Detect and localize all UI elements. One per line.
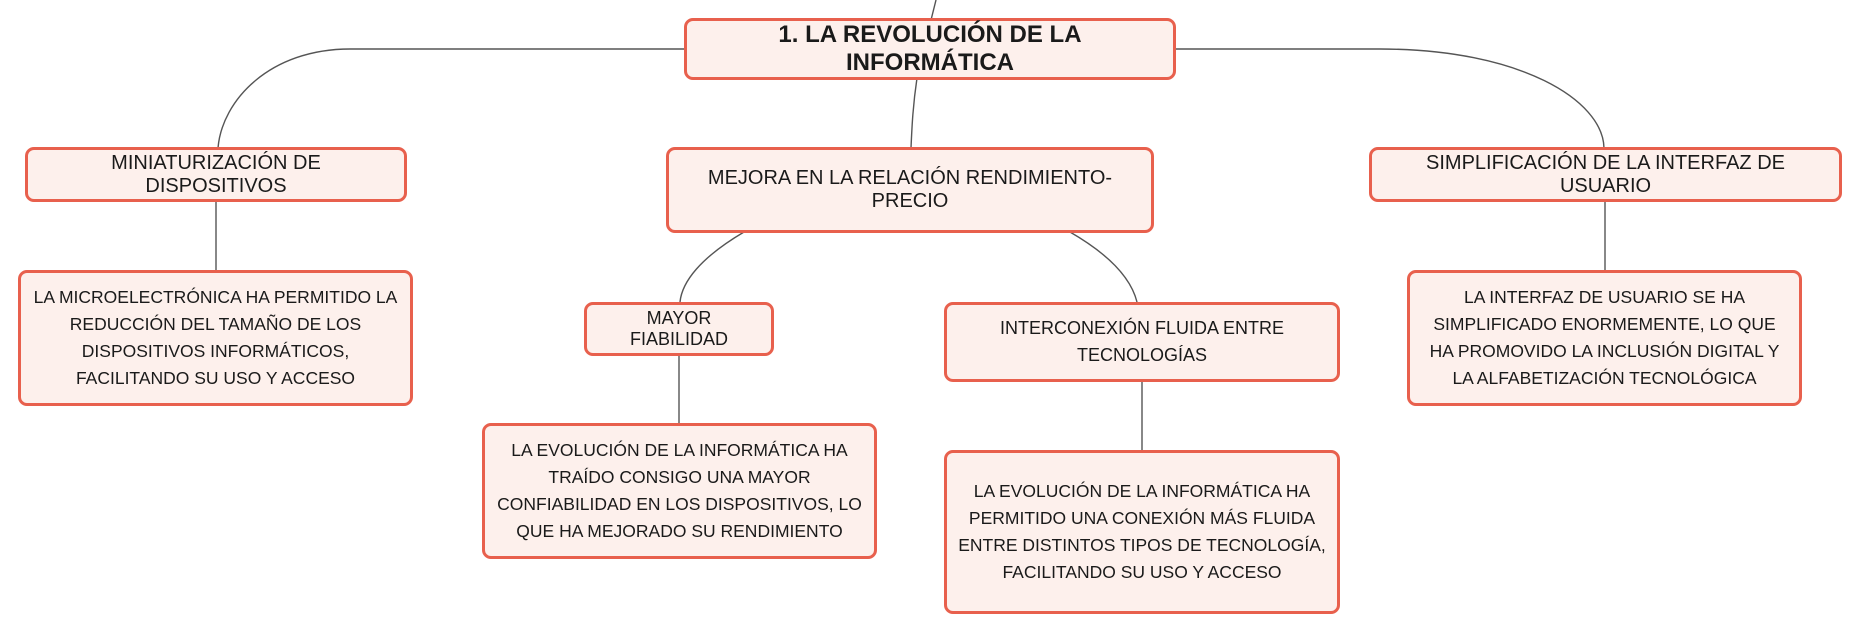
- subtopic-title: INTERCONEXIÓN FLUIDA ENTRE TECNOLOGÍAS: [999, 318, 1285, 365]
- connector-root-to-right: [1175, 49, 1604, 148]
- root-title: 1. LA REVOLUCIÓN DE LA INFORMÁTICA: [778, 21, 1082, 76]
- connector-center-to-reliability: [680, 232, 744, 302]
- branch-title: MEJORA EN LA RELACIÓN RENDIMIENTO-PRECIO: [707, 167, 1113, 212]
- detail-node-interconnection[interactable]: [944, 450, 1340, 614]
- connector-root-to-left: [218, 49, 686, 148]
- detail-text: LA INTERFAZ DE USUARIO SE HA SIMPLIFICADO ENORMEMENTE, LO QUE HA PROMOVIDO LA INCLUSIÓN DIGITAL Y LA ALFABETIZACIÓN TECNOLÓGICA: [1429, 286, 1780, 389]
- branch-node-performance-price[interactable]: [666, 147, 1154, 233]
- detail-text: LA EVOLUCIÓN DE LA INFORMÁTICA HA TRAÍDO CONSIGO UNA MAYOR CONFIABILIDAD EN LOS DISPOSITIVOS, LO QUE HA MEJORADO SU RENDIMIENTO: [497, 439, 862, 542]
- branch-title: MINIATURIZACIÓN DE DISPOSITIVOS: [111, 151, 321, 197]
- subtopic-node-interconnection[interactable]: [944, 302, 1340, 382]
- connector-parent-to-root: [931, 0, 936, 20]
- root-node[interactable]: [684, 18, 1176, 80]
- subtopic-title: MAYOR FIABILIDAD: [629, 308, 729, 349]
- connector-root-to-center: [911, 78, 917, 148]
- detail-node-reliability[interactable]: [482, 423, 877, 559]
- branch-title: SIMPLIFICACIÓN DE LA INTERFAZ DE USUARIO: [1426, 151, 1785, 197]
- detail-text: LA EVOLUCIÓN DE LA INFORMÁTICA HA PERMITIDO UNA CONEXIÓN MÁS FLUIDA ENTRE DISTINTOS TIPOS DE TECNOLOGÍA, FACILITANDO SU USO Y ACCESO: [958, 480, 1326, 583]
- subtopic-node-reliability[interactable]: [584, 302, 774, 356]
- detail-text: LA MICROELECTRÓNICA HA PERMITIDO LA REDUCCIÓN DEL TAMAÑO DE LOS DISPOSITIVOS INFORMÁTICOS, FACILITANDO SU USO Y ACCESO: [33, 286, 398, 389]
- branch-node-miniaturization[interactable]: [25, 147, 407, 202]
- detail-node-interface-simplification[interactable]: [1407, 270, 1802, 406]
- detail-node-miniaturization[interactable]: [18, 270, 413, 406]
- branch-node-interface-simplification[interactable]: [1369, 147, 1842, 202]
- connector-center-to-interconnection: [1070, 232, 1137, 302]
